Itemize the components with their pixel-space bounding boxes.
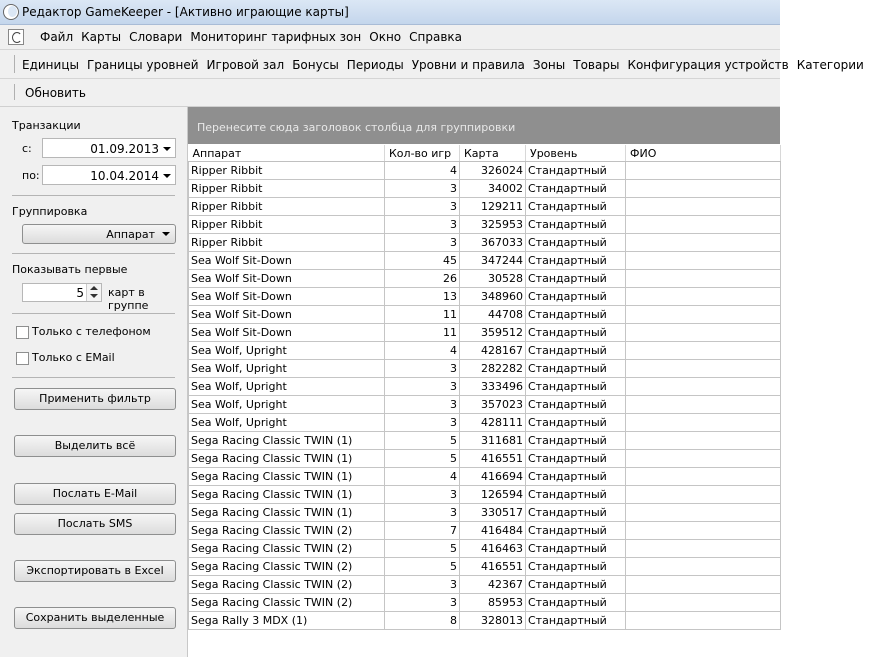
data-grid bbox=[188, 107, 780, 657]
table-cell[interactable]: 282282 bbox=[460, 360, 526, 378]
divider bbox=[12, 377, 175, 378]
table-cell[interactable] bbox=[626, 396, 781, 414]
table-row[interactable] bbox=[189, 522, 781, 540]
cards-table bbox=[188, 145, 781, 630]
table-cell[interactable]: Стандартный bbox=[526, 522, 626, 540]
table-cell[interactable] bbox=[626, 450, 781, 468]
toolbar-grip[interactable] bbox=[14, 84, 15, 100]
table-cell[interactable]: 3 bbox=[385, 198, 460, 216]
table-cell[interactable]: Sega Racing Classic TWIN (1) bbox=[189, 486, 385, 504]
table-row[interactable] bbox=[189, 468, 781, 486]
table-cell[interactable] bbox=[626, 324, 781, 342]
export-excel-button[interactable]: Экспортировать в Excel bbox=[14, 560, 176, 582]
date-from-value: 01.09.2013 bbox=[90, 142, 159, 156]
table-cell[interactable] bbox=[626, 378, 781, 396]
table-cell[interactable]: Sea Wolf, Upright bbox=[189, 342, 385, 360]
table-cell[interactable]: Стандартный bbox=[526, 180, 626, 198]
table-cell[interactable]: 13 bbox=[385, 288, 460, 306]
table-row[interactable] bbox=[189, 162, 781, 180]
date-from-label: с: bbox=[22, 142, 32, 155]
menu-items bbox=[40, 30, 470, 44]
table-cell[interactable] bbox=[626, 270, 781, 288]
filter-panel bbox=[0, 107, 188, 657]
nav-items bbox=[22, 58, 872, 72]
apply-filter-button[interactable]: Применить фильтр bbox=[14, 388, 176, 410]
only-email-checkbox[interactable] bbox=[16, 352, 29, 365]
table-cell[interactable]: 428111 bbox=[460, 414, 526, 432]
table-cell[interactable]: 3 bbox=[385, 216, 460, 234]
table-cell[interactable]: 11 bbox=[385, 324, 460, 342]
title-bar bbox=[0, 0, 780, 25]
table-cell[interactable]: 3 bbox=[385, 594, 460, 612]
date-to-label: по: bbox=[22, 169, 40, 182]
table-cell[interactable]: 3 bbox=[385, 378, 460, 396]
nav-item[interactable]: Категории bbox=[796, 58, 864, 72]
divider bbox=[12, 253, 175, 254]
table-cell[interactable]: Стандартный bbox=[526, 324, 626, 342]
table-cell[interactable]: Sea Wolf Sit-Down bbox=[189, 252, 385, 270]
table-cell[interactable]: Стандартный bbox=[526, 252, 626, 270]
table-row[interactable] bbox=[189, 270, 781, 288]
table-cell[interactable]: Ripper Ribbit bbox=[189, 162, 385, 180]
table-row[interactable] bbox=[189, 378, 781, 396]
table-cell[interactable] bbox=[626, 504, 781, 522]
table-cell[interactable] bbox=[626, 180, 781, 198]
table-cell[interactable] bbox=[626, 432, 781, 450]
table-cell[interactable]: 7 bbox=[385, 522, 460, 540]
navigation-bar bbox=[0, 50, 864, 79]
table-cell[interactable]: Sea Wolf, Upright bbox=[189, 414, 385, 432]
menu-item[interactable]: Файл bbox=[40, 30, 74, 44]
menu-item[interactable]: Мониторинг тарифных зон bbox=[190, 30, 362, 44]
table-cell[interactable]: 328013 bbox=[460, 612, 526, 630]
column-header[interactable]: Уровень bbox=[526, 145, 626, 162]
table-cell[interactable]: Ripper Ribbit bbox=[189, 198, 385, 216]
table-row[interactable] bbox=[189, 216, 781, 234]
table-cell[interactable]: 367033 bbox=[460, 234, 526, 252]
table-row[interactable] bbox=[189, 342, 781, 360]
table-cell[interactable]: 3 bbox=[385, 396, 460, 414]
table-cell[interactable]: Sea Wolf Sit-Down bbox=[189, 270, 385, 288]
table-cell[interactable]: 4 bbox=[385, 162, 460, 180]
table-cell[interactable]: 311681 bbox=[460, 432, 526, 450]
table-cell[interactable]: Sea Wolf Sit-Down bbox=[189, 324, 385, 342]
table-cell[interactable]: 330517 bbox=[460, 504, 526, 522]
table-cell[interactable]: Стандартный bbox=[526, 360, 626, 378]
table-cell[interactable] bbox=[626, 486, 781, 504]
table-cell[interactable]: Стандартный bbox=[526, 540, 626, 558]
table-cell[interactable]: Стандартный bbox=[526, 162, 626, 180]
table-cell[interactable]: 416551 bbox=[460, 558, 526, 576]
table-cell[interactable]: Стандартный bbox=[526, 450, 626, 468]
table-cell[interactable]: Стандартный bbox=[526, 198, 626, 216]
table-cell[interactable]: Стандартный bbox=[526, 612, 626, 630]
table-cell[interactable]: 3 bbox=[385, 504, 460, 522]
nav-item[interactable]: Периоды bbox=[346, 58, 404, 72]
chevron-down-icon[interactable] bbox=[163, 147, 171, 151]
table-cell[interactable]: 8 bbox=[385, 612, 460, 630]
show-first-value: 5 bbox=[76, 286, 84, 300]
table-cell[interactable]: 326024 bbox=[460, 162, 526, 180]
table-row[interactable] bbox=[189, 540, 781, 558]
group-hint: Перенесите сюда заголовок столбца для группировки bbox=[197, 121, 516, 134]
table-cell[interactable]: Sega Racing Classic TWIN (2) bbox=[189, 558, 385, 576]
select-all-button[interactable]: Выделить всё bbox=[14, 435, 176, 457]
table-row[interactable] bbox=[189, 180, 781, 198]
child-window-icon[interactable] bbox=[8, 29, 24, 45]
table-cell[interactable] bbox=[626, 234, 781, 252]
table-cell[interactable]: 85953 bbox=[460, 594, 526, 612]
menu-item[interactable]: Справка bbox=[409, 30, 463, 44]
nav-item[interactable]: Зоны bbox=[532, 58, 566, 72]
table-row[interactable] bbox=[189, 324, 781, 342]
table-cell[interactable]: Стандартный bbox=[526, 378, 626, 396]
table-row[interactable] bbox=[189, 414, 781, 432]
table-cell[interactable]: 416463 bbox=[460, 540, 526, 558]
menu-item[interactable]: Карты bbox=[81, 30, 122, 44]
table-cell[interactable]: Sea Wolf, Upright bbox=[189, 360, 385, 378]
table-cell[interactable]: 357023 bbox=[460, 396, 526, 414]
nav-item[interactable]: Границы уровней bbox=[86, 58, 199, 72]
table-cell[interactable] bbox=[626, 306, 781, 324]
table-cell[interactable]: Стандартный bbox=[526, 414, 626, 432]
table-cell[interactable] bbox=[626, 198, 781, 216]
send-sms-button[interactable]: Послать SMS bbox=[14, 513, 176, 535]
window-title: Редактор GameKeeper - [Активно играющие карты] bbox=[22, 5, 349, 19]
table-cell[interactable]: Ripper Ribbit bbox=[189, 234, 385, 252]
table-cell[interactable]: 3 bbox=[385, 414, 460, 432]
table-row[interactable] bbox=[189, 612, 781, 630]
table-cell[interactable]: Sea Wolf, Upright bbox=[189, 396, 385, 414]
table-cell[interactable] bbox=[626, 540, 781, 558]
column-header[interactable]: Кол-во игр bbox=[385, 145, 460, 162]
table-cell[interactable]: Стандартный bbox=[526, 432, 626, 450]
grouping-label: Группировка bbox=[12, 205, 88, 218]
table-cell[interactable]: 416694 bbox=[460, 468, 526, 486]
table-cell[interactable]: Стандартный bbox=[526, 234, 626, 252]
nav-item[interactable]: Товары bbox=[573, 58, 620, 72]
table-cell[interactable]: Стандартный bbox=[526, 288, 626, 306]
table-cell[interactable]: 5 bbox=[385, 450, 460, 468]
table-cell[interactable]: Sega Racing Classic TWIN (2) bbox=[189, 594, 385, 612]
nav-item[interactable]: Конфигурация устройств bbox=[627, 58, 789, 72]
group-by-panel[interactable] bbox=[188, 107, 780, 144]
table-cell[interactable] bbox=[626, 252, 781, 270]
refresh-button[interactable]: Обновить bbox=[25, 86, 86, 100]
divider bbox=[12, 195, 175, 196]
table-cell[interactable]: 5 bbox=[385, 432, 460, 450]
grouping-value: Аппарат bbox=[106, 228, 155, 241]
table-row[interactable] bbox=[189, 396, 781, 414]
chevron-up-icon[interactable] bbox=[90, 286, 98, 290]
table-cell[interactable]: Sega Racing Classic TWIN (2) bbox=[189, 576, 385, 594]
divider bbox=[12, 313, 175, 314]
nav-item[interactable]: Единицы bbox=[22, 58, 79, 72]
table-cell[interactable]: 3 bbox=[385, 234, 460, 252]
table-row[interactable] bbox=[189, 486, 781, 504]
table-row[interactable] bbox=[189, 558, 781, 576]
menu-item[interactable]: Окно bbox=[369, 30, 402, 44]
menu-item[interactable]: Словари bbox=[129, 30, 183, 44]
table-cell[interactable]: Стандартный bbox=[526, 468, 626, 486]
stepper-buttons[interactable] bbox=[86, 284, 101, 301]
table-cell[interactable]: 3 bbox=[385, 360, 460, 378]
table-row[interactable] bbox=[189, 450, 781, 468]
table-cell[interactable]: Sea Wolf Sit-Down bbox=[189, 306, 385, 324]
table-cell[interactable]: Стандартный bbox=[526, 216, 626, 234]
nav-item[interactable]: Уровни и правила bbox=[411, 58, 525, 72]
table-cell[interactable]: 428167 bbox=[460, 342, 526, 360]
table-cell[interactable]: Стандартный bbox=[526, 558, 626, 576]
action-toolbar bbox=[0, 79, 780, 107]
table-cell[interactable]: 416484 bbox=[460, 522, 526, 540]
table-cell[interactable] bbox=[626, 216, 781, 234]
transactions-label: Транзакции bbox=[12, 119, 81, 132]
table-cell[interactable]: 126594 bbox=[460, 486, 526, 504]
table-cell[interactable]: Sega Racing Classic TWIN (1) bbox=[189, 450, 385, 468]
table-cell[interactable]: Стандартный bbox=[526, 486, 626, 504]
table-cell[interactable]: Ripper Ribbit bbox=[189, 216, 385, 234]
cards-in-group-label: карт в группе bbox=[108, 286, 149, 312]
table-cell[interactable]: 5 bbox=[385, 540, 460, 558]
table-cell[interactable]: 4 bbox=[385, 468, 460, 486]
table-cell[interactable]: 30528 bbox=[460, 270, 526, 288]
table-cell[interactable] bbox=[626, 576, 781, 594]
table-cell[interactable] bbox=[626, 360, 781, 378]
table-body bbox=[189, 162, 781, 630]
date-from-picker[interactable] bbox=[42, 138, 176, 158]
only-email-label: Только с EMail bbox=[32, 351, 115, 364]
table-cell[interactable]: Стандартный bbox=[526, 504, 626, 522]
table-row[interactable] bbox=[189, 234, 781, 252]
table-cell[interactable]: Sega Racing Classic TWIN (1) bbox=[189, 468, 385, 486]
table-cell[interactable]: 11 bbox=[385, 306, 460, 324]
table-cell[interactable]: 3 bbox=[385, 576, 460, 594]
table-cell[interactable] bbox=[626, 594, 781, 612]
nav-item[interactable]: Игровой зал bbox=[206, 58, 285, 72]
show-first-stepper[interactable] bbox=[22, 283, 102, 302]
table-cell[interactable]: 347244 bbox=[460, 252, 526, 270]
chevron-down-icon[interactable] bbox=[163, 174, 171, 178]
table-header bbox=[189, 145, 781, 162]
table-cell[interactable]: Стандартный bbox=[526, 342, 626, 360]
table-cell[interactable]: Стандартный bbox=[526, 576, 626, 594]
table-cell[interactable] bbox=[626, 288, 781, 306]
table-cell[interactable]: Ripper Ribbit bbox=[189, 180, 385, 198]
table-cell[interactable] bbox=[626, 522, 781, 540]
toolbar-grip[interactable] bbox=[14, 55, 15, 73]
table-cell[interactable] bbox=[626, 558, 781, 576]
table-cell[interactable]: Sega Racing Classic TWIN (1) bbox=[189, 432, 385, 450]
only-phone-checkbox[interactable] bbox=[16, 326, 29, 339]
table-cell[interactable]: Sea Wolf, Upright bbox=[189, 378, 385, 396]
chevron-down-icon bbox=[162, 232, 170, 236]
table-row[interactable] bbox=[189, 594, 781, 612]
table-cell[interactable]: 44708 bbox=[460, 306, 526, 324]
only-phone-label: Только с телефоном bbox=[32, 325, 151, 338]
table-cell[interactable]: Стандартный bbox=[526, 306, 626, 324]
table-row[interactable] bbox=[189, 306, 781, 324]
table-row[interactable] bbox=[189, 198, 781, 216]
nav-item[interactable]: Бонусы bbox=[292, 58, 339, 72]
menu-bar bbox=[0, 25, 780, 50]
table-cell[interactable] bbox=[626, 342, 781, 360]
chevron-down-icon[interactable] bbox=[90, 294, 98, 298]
column-header[interactable]: Аппарат bbox=[189, 145, 385, 162]
table-cell[interactable]: Стандартный bbox=[526, 396, 626, 414]
column-header[interactable]: Карта bbox=[460, 145, 526, 162]
table-cell[interactable]: 45 bbox=[385, 252, 460, 270]
table-row[interactable] bbox=[189, 360, 781, 378]
table-cell[interactable]: 26 bbox=[385, 270, 460, 288]
table-row[interactable] bbox=[189, 576, 781, 594]
table-cell[interactable]: 42367 bbox=[460, 576, 526, 594]
table-cell[interactable] bbox=[626, 468, 781, 486]
send-email-button[interactable]: Послать E-Mail bbox=[14, 483, 176, 505]
table-cell[interactable]: Sega Racing Classic TWIN (2) bbox=[189, 540, 385, 558]
table-cell[interactable]: 3 bbox=[385, 486, 460, 504]
table-cell[interactable] bbox=[626, 612, 781, 630]
table-row[interactable] bbox=[189, 504, 781, 522]
table-row[interactable] bbox=[189, 432, 781, 450]
table-row[interactable] bbox=[189, 288, 781, 306]
table-cell[interactable]: 416551 bbox=[460, 450, 526, 468]
table-cell[interactable]: Стандартный bbox=[526, 270, 626, 288]
table-cell[interactable]: Sega Racing Classic TWIN (1) bbox=[189, 504, 385, 522]
show-first-label: Показывать первые bbox=[12, 263, 128, 276]
table-row[interactable] bbox=[189, 252, 781, 270]
table-cell[interactable]: 333496 bbox=[460, 378, 526, 396]
table-cell[interactable]: Sega Racing Classic TWIN (2) bbox=[189, 522, 385, 540]
table-cell[interactable]: Sea Wolf Sit-Down bbox=[189, 288, 385, 306]
table-cell[interactable]: 359512 bbox=[460, 324, 526, 342]
column-header[interactable]: ФИО bbox=[626, 145, 781, 162]
date-to-picker[interactable] bbox=[42, 165, 176, 185]
save-selected-button[interactable]: Сохранить выделенные bbox=[14, 607, 176, 629]
table-cell[interactable]: 34002 bbox=[460, 180, 526, 198]
table-cell[interactable]: 325953 bbox=[460, 216, 526, 234]
grouping-dropdown[interactable] bbox=[22, 224, 176, 244]
table-cell[interactable]: 129211 bbox=[460, 198, 526, 216]
table-cell[interactable]: 3 bbox=[385, 180, 460, 198]
table-cell[interactable]: 348960 bbox=[460, 288, 526, 306]
table-cell[interactable]: 4 bbox=[385, 342, 460, 360]
table-cell[interactable] bbox=[626, 162, 781, 180]
app-moon-icon[interactable] bbox=[3, 4, 19, 20]
table-cell[interactable]: 5 bbox=[385, 558, 460, 576]
table-cell[interactable]: Стандартный bbox=[526, 594, 626, 612]
date-to-value: 10.04.2014 bbox=[90, 169, 159, 183]
table-cell[interactable]: Sega Rally 3 MDX (1) bbox=[189, 612, 385, 630]
table-cell[interactable] bbox=[626, 414, 781, 432]
